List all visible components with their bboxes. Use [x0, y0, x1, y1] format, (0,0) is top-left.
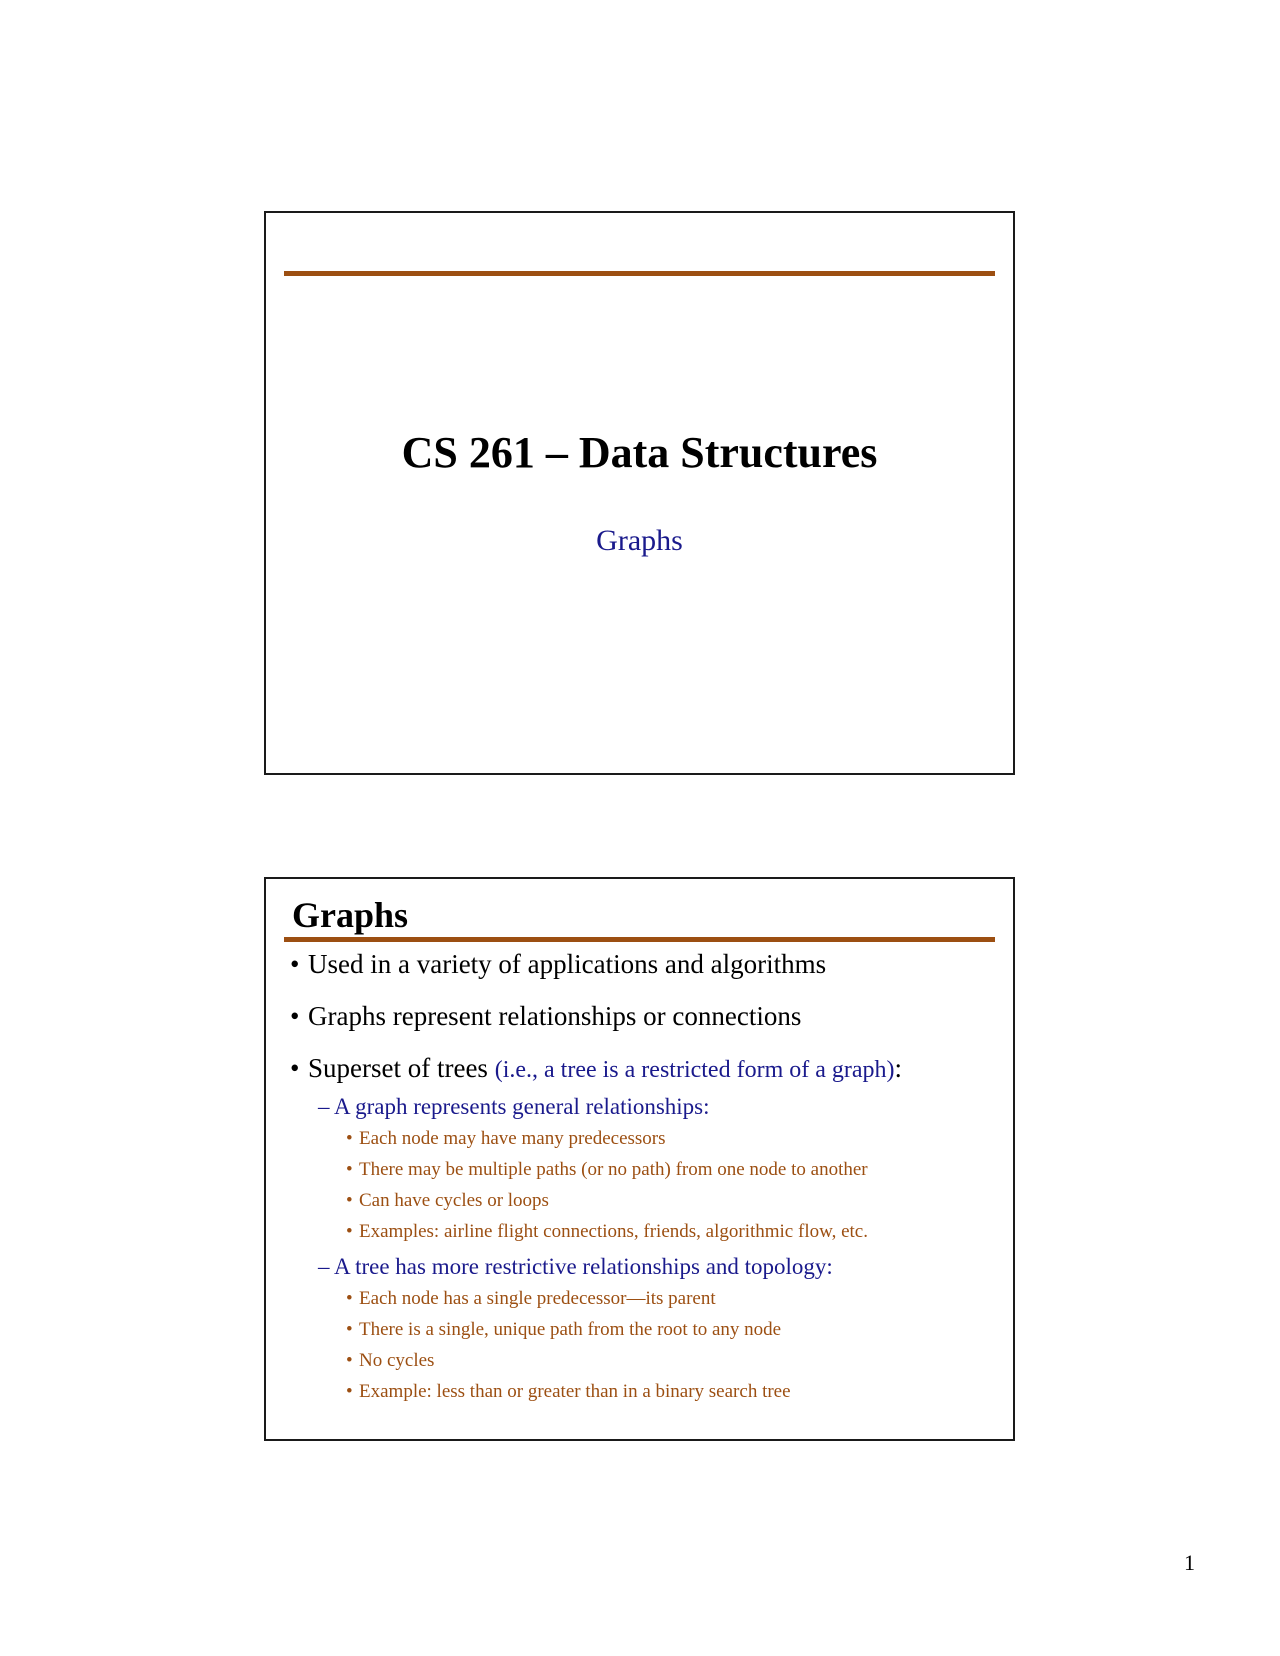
sub-bullet-dot: •: [346, 1159, 353, 1180]
graphs-slide: [264, 877, 1015, 1441]
sub-bullet-dot: •: [346, 1288, 353, 1309]
sub-bullet-dot: •: [346, 1381, 353, 1402]
slide-content: [290, 947, 999, 1407]
bullet-text: Graphs represent relationships or connections: [308, 1001, 802, 1031]
sub-bullet-dot: •: [346, 1128, 353, 1149]
bullet-dot: •: [290, 949, 300, 979]
bullet-dot: •: [290, 1053, 300, 1083]
slide-title: CS 261 – Data Structures: [401, 428, 878, 477]
list-item-text: Each node has a single predecessor—its parent: [359, 1288, 716, 1309]
list-item: [290, 1123, 999, 1154]
bullet-dot: •: [290, 1001, 300, 1031]
slide-heading: Graphs: [292, 895, 409, 935]
list-item: [290, 1314, 999, 1345]
page-number: 1: [1184, 1550, 1195, 1575]
sub-bullet-dot: •: [346, 1221, 353, 1242]
list-item-text: Can have cycles or loops: [359, 1190, 549, 1211]
list-item: [290, 1345, 999, 1376]
bullet-tail: :: [894, 1053, 903, 1083]
list-item: [290, 1154, 999, 1185]
sub-bullet-dot: •: [346, 1350, 353, 1371]
bullet-aside: (i.e., a tree is a restricted form of a graph): [494, 1057, 895, 1083]
list-item: [290, 1216, 999, 1247]
list-item-text: There is a single, unique path from the root to any node: [359, 1319, 782, 1340]
graph-section-label: – A graph represents general relationships:: [318, 1094, 710, 1119]
list-item: [290, 1185, 999, 1216]
bullet-text: Superset of trees: [308, 1053, 495, 1083]
list-item-text: No cycles: [359, 1350, 435, 1371]
sub-bullet-dot: •: [346, 1319, 353, 1340]
list-item-text: Each node may have many predecessors: [359, 1128, 666, 1149]
list-item-text: There may be multiple paths (or no path) from one node to another: [359, 1159, 868, 1180]
list-item-text: Example: less than or greater than in a binary search tree: [359, 1381, 791, 1402]
bullet-text: Used in a variety of applications and algorithms: [308, 949, 827, 979]
bullet-applications: [290, 947, 999, 981]
slide-subtitle: Graphs: [596, 524, 683, 557]
list-item: [290, 1376, 999, 1407]
title-slide-rule: [284, 271, 995, 276]
bullet-superset: [290, 1051, 999, 1087]
list-item-text: Examples: airline flight connections, friends, algorithmic flow, etc.: [359, 1221, 868, 1242]
bullet-relationships: [290, 999, 999, 1033]
sub-bullet-dot: •: [346, 1190, 353, 1211]
list-item: [290, 1283, 999, 1314]
title-slide: [264, 211, 1015, 775]
tree-section-label: – A tree has more restrictive relationships and topology:: [318, 1254, 833, 1279]
heading-rule: [284, 937, 995, 942]
